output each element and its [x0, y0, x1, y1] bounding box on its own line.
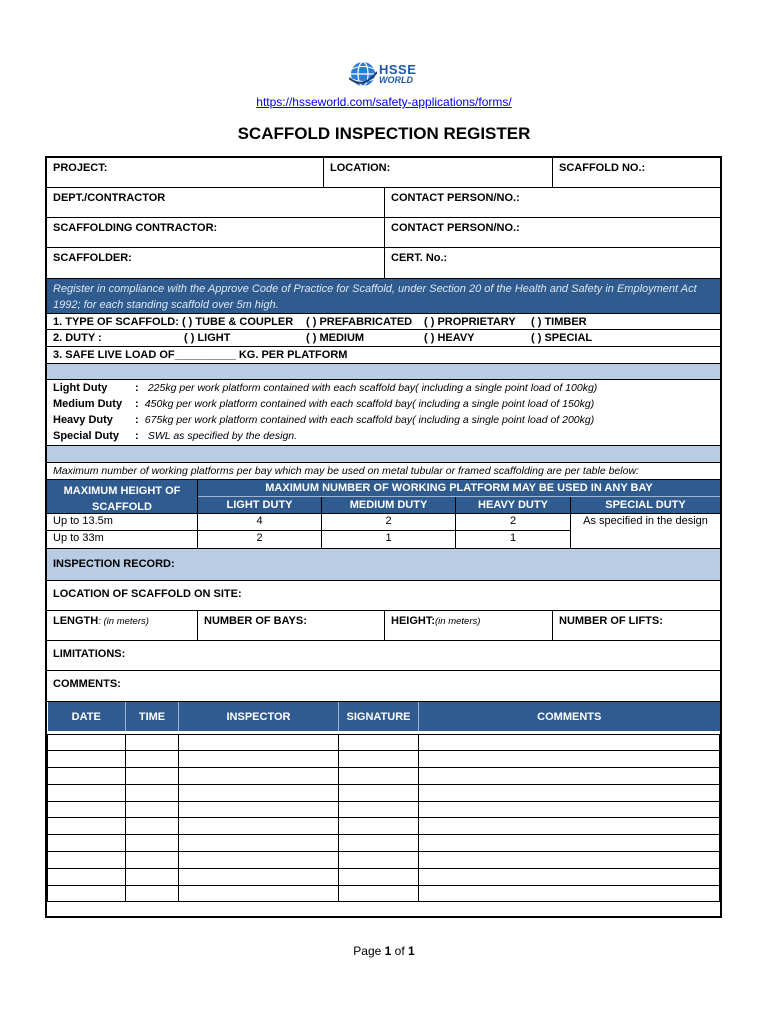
duty-row — [47, 330, 720, 347]
option-timber[interactable]: ( ) TIMBER — [531, 316, 587, 328]
log-cell-time[interactable] — [126, 868, 179, 885]
duty-desc-medium: 450kg per work platform contained with each scaffold bay( including a single point load of 150kg) — [144, 398, 595, 410]
row1-medium: 2 — [322, 514, 456, 531]
header-medium-duty: MEDIUM DUTY — [322, 497, 456, 514]
option-prefabricated[interactable]: ( ) PREFABRICATED — [306, 316, 413, 328]
log-cell-time[interactable] — [126, 768, 179, 785]
log-cell-time[interactable] — [126, 751, 179, 768]
length-field[interactable] — [47, 611, 198, 640]
length-unit: : (in meters) — [98, 616, 149, 627]
log-entry-row — [48, 768, 720, 785]
header-heavy-duty: HEAVY DUTY — [456, 497, 571, 514]
option-medium[interactable]: ( ) MEDIUM — [306, 332, 365, 344]
safe-live-load-label[interactable]: 3. SAFE LIVE LOAD OF__________ KG. PER PLATFORM — [53, 349, 348, 361]
duty-name-heavy: Heavy Duty — [53, 414, 113, 426]
log-cell-date[interactable] — [48, 734, 126, 751]
project-row — [47, 158, 720, 188]
log-cell-signature[interactable] — [339, 801, 419, 818]
log-cell-comments[interactable] — [419, 801, 720, 818]
safe-load-row — [47, 347, 720, 364]
duty-definitions — [47, 380, 720, 446]
log-cell-inspector[interactable] — [179, 835, 339, 852]
height-unit: (in meters) — [435, 616, 481, 627]
log-cell-date[interactable] — [48, 784, 126, 801]
comments-field[interactable]: COMMENTS: — [53, 678, 121, 690]
number-of-bays-field[interactable]: NUMBER OF BAYS: — [198, 611, 385, 640]
log-cell-signature[interactable] — [339, 868, 419, 885]
inspection-form — [45, 156, 722, 918]
log-cell-inspector[interactable] — [179, 868, 339, 885]
row1-heavy: 2 — [456, 514, 571, 531]
page-total: 1 — [408, 944, 415, 958]
log-entry-row — [48, 885, 720, 902]
inspection-record-title: INSPECTION RECORD: — [53, 558, 175, 570]
log-cell-time[interactable] — [126, 801, 179, 818]
location-on-site-field[interactable]: LOCATION OF SCAFFOLD ON SITE: — [53, 588, 242, 600]
scaffolding-contractor-field[interactable]: SCAFFOLDING CONTRACTOR: — [47, 218, 385, 247]
log-cell-date[interactable] — [48, 868, 126, 885]
log-cell-inspector[interactable] — [179, 751, 339, 768]
logo-secondary-text: WORLD — [379, 75, 413, 85]
log-cell-time[interactable] — [126, 818, 179, 835]
header-light-duty: LIGHT DUTY — [198, 497, 322, 514]
option-proprietary[interactable]: ( ) PROPRIETARY — [424, 316, 516, 328]
log-cell-time[interactable] — [126, 835, 179, 852]
duty-label: 2. DUTY : — [53, 332, 102, 344]
number-of-lifts-field[interactable]: NUMBER OF LIFTS: — [559, 615, 663, 627]
log-entry-row — [48, 868, 720, 885]
duty-desc-light: 225kg per work platform contained with each scaffold bay( including a single point load of 100kg) — [147, 382, 598, 394]
log-cell-date[interactable] — [48, 835, 126, 852]
comments-row — [47, 671, 720, 702]
limitations-row — [47, 641, 720, 671]
duty-name-special: Special Duty — [53, 430, 120, 442]
height-label: HEIGHT: — [391, 615, 435, 627]
log-cell-signature[interactable] — [339, 818, 419, 835]
log-cell-comments[interactable] — [419, 768, 720, 785]
duty-name-medium: Medium Duty — [53, 398, 123, 410]
header-max-height: MAXIMUM HEIGHT OF SCAFFOLD — [47, 480, 198, 513]
cert-no-field[interactable]: CERT. No.: — [391, 252, 448, 264]
spacer-band-1 — [47, 364, 720, 380]
page-footer — [0, 944, 768, 958]
inspection-log-table — [47, 702, 720, 902]
type-of-scaffold-label[interactable]: 1. TYPE OF SCAFFOLD: ( ) TUBE & COUPLER — [53, 316, 294, 328]
option-special[interactable]: ( ) SPECIAL — [531, 332, 593, 344]
log-header-comments: COMMENTS — [419, 702, 720, 731]
log-cell-time[interactable] — [126, 852, 179, 869]
log-cell-time[interactable] — [126, 784, 179, 801]
log-cell-date[interactable] — [48, 885, 126, 902]
duty-definition-light: Light Duty : 225kg per work platform contained with each scaffold bay( including a single point load of 100kg) — [53, 382, 598, 394]
log-header-row — [48, 702, 720, 731]
row2-medium: 1 — [322, 531, 456, 548]
log-entry-row — [48, 818, 720, 835]
header-platform-group: MAXIMUM NUMBER OF WORKING PLATFORM MAY BE USED IN ANY BAY — [198, 480, 720, 497]
log-cell-signature[interactable] — [339, 835, 419, 852]
platform-table-header — [47, 480, 720, 514]
row1-height: Up to 13.5m — [47, 514, 198, 531]
limitations-field[interactable]: LIMITATIONS: — [53, 648, 126, 660]
page-current: 1 — [384, 944, 392, 958]
log-cell-inspector[interactable] — [179, 852, 339, 869]
length-label: LENGTH — [53, 615, 99, 627]
log-cell-time[interactable] — [126, 885, 179, 902]
option-heavy[interactable]: ( ) HEAVY — [424, 332, 475, 344]
log-cell-inspector[interactable] — [179, 784, 339, 801]
duty-definition-medium: Medium Duty : 450kg per work platform contained with each scaffold bay( including a single point load of 150kg) — [53, 398, 595, 410]
page-title: SCAFFOLD INSPECTION REGISTER — [237, 124, 531, 143]
special-duty-value: As specified in the design — [571, 514, 720, 549]
duty-desc-heavy: 675kg per work platform contained with each scaffold bay( including a single point load of 200kg) — [144, 414, 595, 426]
log-cell-signature[interactable] — [339, 734, 419, 751]
log-body — [48, 731, 720, 902]
location-on-site-row — [47, 581, 720, 611]
log-cell-signature[interactable] — [339, 768, 419, 785]
log-cell-signature[interactable] — [339, 784, 419, 801]
header-special-duty: SPECIAL DUTY — [605, 499, 686, 511]
row1-light: 4 — [198, 514, 322, 531]
log-cell-comments[interactable] — [419, 852, 720, 869]
log-cell-inspector[interactable] — [179, 818, 339, 835]
contact-person-field-1[interactable]: CONTACT PERSON/NO.: — [391, 192, 520, 204]
log-cell-date[interactable] — [48, 801, 126, 818]
row2-height: Up to 33m — [47, 531, 198, 548]
log-header-date: DATE — [48, 702, 126, 731]
log-entry-row — [48, 801, 720, 818]
log-cell-time[interactable] — [126, 734, 179, 751]
log-entry-row — [48, 784, 720, 801]
dept-row — [47, 188, 720, 218]
log-cell-comments[interactable] — [419, 868, 720, 885]
log-cell-date[interactable] — [48, 852, 126, 869]
log-cell-inspector[interactable] — [179, 801, 339, 818]
log-entry-row — [48, 751, 720, 768]
log-entry-row — [48, 734, 720, 751]
option-light[interactable]: ( ) LIGHT — [184, 332, 231, 344]
log-header-inspector: INSPECTOR — [179, 702, 339, 731]
log-cell-signature[interactable] — [339, 751, 419, 768]
log-cell-comments[interactable] — [419, 835, 720, 852]
dimensions-row — [47, 611, 720, 641]
inspection-record-band — [47, 549, 720, 581]
log-entry-row — [48, 852, 720, 869]
forms-link[interactable]: https://hsseworld.com/safety-applications/forms/ — [256, 95, 512, 109]
scaffold-no-field[interactable]: SCAFFOLD NO.: — [559, 162, 646, 174]
log-header-signature: SIGNATURE — [339, 702, 419, 731]
log-cell-inspector[interactable] — [179, 734, 339, 751]
scaffolder-row — [47, 248, 720, 279]
globe-icon — [349, 60, 377, 88]
compliance-note: Register in compliance with the Approve Code of Practice for Scaffold, under Section 20 of the Health and Safety in Employment Act 1992; for each standing scaffold over 5m high. — [47, 279, 720, 314]
spacer-band-2 — [47, 446, 720, 463]
scaffolder-field[interactable]: SCAFFOLDER: — [47, 248, 385, 278]
log-cell-signature[interactable] — [339, 885, 419, 902]
log-cell-comments[interactable] — [419, 885, 720, 902]
log-cell-comments[interactable] — [419, 818, 720, 835]
duty-definition-heavy: Heavy Duty : 675kg per work platform contained with each scaffold bay( including a single point load of 200kg) — [53, 414, 595, 426]
log-cell-comments[interactable] — [419, 751, 720, 768]
type-of-scaffold-row — [47, 314, 720, 330]
log-cell-inspector[interactable] — [179, 885, 339, 902]
hsse-logo — [349, 59, 433, 89]
platform-note-row — [47, 463, 720, 480]
scaffolding-contractor-row — [47, 218, 720, 248]
duty-name-light: Light Duty — [53, 382, 108, 394]
log-cell-comments[interactable] — [419, 784, 720, 801]
log-cell-inspector[interactable] — [179, 768, 339, 785]
location-field[interactable]: LOCATION: — [324, 158, 553, 187]
project-field[interactable]: PROJECT: — [47, 158, 324, 187]
log-cell-date[interactable] — [48, 751, 126, 768]
contact-person-field-2[interactable]: CONTACT PERSON/NO.: — [391, 222, 520, 234]
height-field[interactable] — [385, 611, 553, 640]
duty-definition-special: Special Duty : SWL as specified by the design. — [53, 430, 298, 442]
log-header-time: TIME — [126, 702, 179, 731]
duty-desc-special: SWL as specified by the design. — [147, 430, 298, 442]
page-mid: of — [391, 944, 409, 958]
log-cell-date[interactable] — [48, 818, 126, 835]
log-cell-signature[interactable] — [339, 852, 419, 869]
platform-note: Maximum number of working platforms per bay which may be used on metal tubular or framed scaffolding are per table below: — [53, 465, 639, 477]
log-cell-date[interactable] — [48, 768, 126, 785]
row2-light: 2 — [198, 531, 322, 548]
logo-primary-text: HSSE — [379, 62, 417, 77]
dept-contractor-field[interactable]: DEPT./CONTRACTOR — [47, 188, 385, 217]
log-entry-row — [48, 835, 720, 852]
log-cell-comments[interactable] — [419, 734, 720, 751]
row2-heavy: 1 — [456, 531, 571, 548]
page-prefix: Page — [353, 944, 385, 958]
